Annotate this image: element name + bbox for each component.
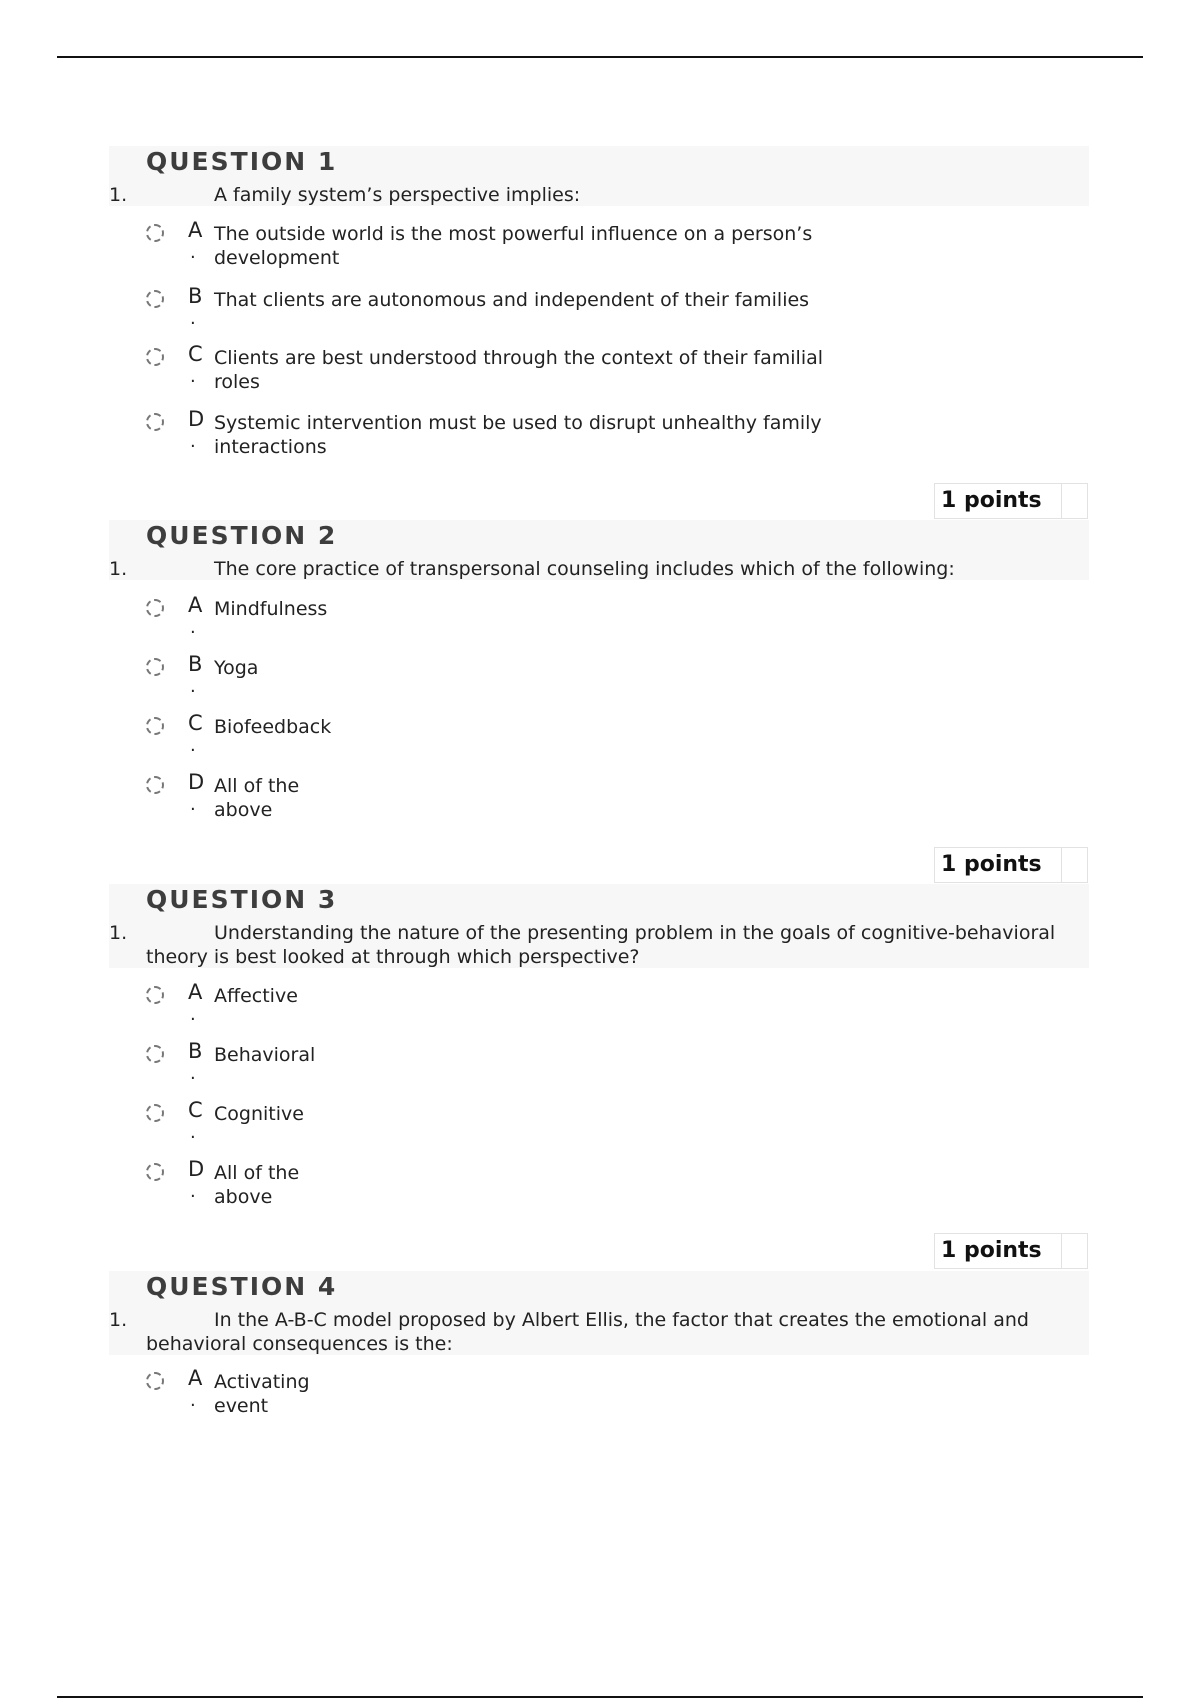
top-rule (57, 56, 1143, 58)
answer-letter: C (188, 711, 203, 735)
question-title: QUESTION 3 (146, 885, 338, 914)
answer-text: Mindfulness (214, 598, 328, 620)
question-title: QUESTION 1 (146, 147, 338, 176)
question-3-header (109, 884, 1089, 968)
question-title: QUESTION 4 (146, 1272, 338, 1301)
question-4-header (109, 1271, 1089, 1355)
answer-dot: . (190, 1063, 196, 1084)
points-box (934, 1233, 1088, 1269)
answer-dot: . (190, 617, 196, 638)
radio-button[interactable] (146, 348, 164, 366)
answer-text: Biofeedback (214, 716, 332, 738)
answer-dot: . (190, 1004, 196, 1025)
answer-letter: B (188, 284, 203, 308)
points-box (934, 847, 1088, 883)
answer-letter: A (188, 218, 203, 242)
answer-letter: C (188, 342, 203, 366)
question-text: In the A-B-C model proposed by Albert Ellis, the factor that creates the emotional and behavioral consequences is the: (146, 1309, 1029, 1355)
radio-button[interactable] (146, 290, 164, 308)
answer-text: Cognitive (214, 1103, 304, 1125)
question-text: Understanding the nature of the presenting problem in the goals of cognitive-behavioral theory is best looked at through which perspective? (146, 922, 1056, 968)
answer-letter: B (188, 652, 203, 676)
answer-text: Behavioral (214, 1044, 316, 1066)
answer-text: All of the above (214, 1162, 300, 1208)
answer-letter: B (188, 1039, 203, 1063)
answer-text: Affective (214, 985, 298, 1007)
answer-dot: . (190, 1122, 196, 1143)
answer-dot: . (190, 1390, 196, 1411)
answer-text: The outside world is the most powerful influence on a person’s development (214, 223, 813, 269)
points-box (934, 483, 1088, 519)
radio-button[interactable] (146, 776, 164, 794)
bottom-rule (57, 1696, 1143, 1698)
answer-dot: . (190, 1181, 196, 1202)
question-number: 1. (109, 558, 128, 580)
answer-text: Activating event (214, 1371, 310, 1417)
answer-text: Systemic intervention must be used to disrupt unhealthy family interactions (214, 412, 822, 458)
answer-letter: C (188, 1098, 203, 1122)
radio-button[interactable] (146, 224, 164, 242)
answer-text: Yoga (214, 657, 259, 679)
question-number: 1. (109, 922, 128, 944)
radio-button[interactable] (146, 717, 164, 735)
answer-dot: . (190, 242, 196, 263)
answer-letter: A (188, 980, 203, 1004)
answer-text: All of the above (214, 775, 300, 821)
radio-button[interactable] (146, 658, 164, 676)
points-label: 1 points (935, 848, 1062, 882)
radio-button[interactable] (146, 1045, 164, 1063)
points-label: 1 points (935, 484, 1062, 518)
answer-dot: . (190, 794, 196, 815)
answer-dot: . (190, 676, 196, 697)
question-2-header (109, 520, 1089, 580)
question-text: The core practice of transpersonal counseling includes which of the following: (214, 558, 955, 580)
points-label: 1 points (935, 1234, 1062, 1268)
answer-dot: . (190, 308, 196, 329)
radio-button[interactable] (146, 413, 164, 431)
answer-text: That clients are autonomous and independent of their families (214, 289, 810, 311)
question-1-header (109, 146, 1089, 206)
radio-button[interactable] (146, 986, 164, 1004)
answer-letter: D (188, 407, 205, 431)
answer-text: Clients are best understood through the context of their familial roles (214, 347, 824, 393)
question-number: 1. (109, 184, 128, 206)
answer-letter: D (188, 1157, 205, 1181)
radio-button[interactable] (146, 1104, 164, 1122)
answer-dot: . (190, 431, 196, 452)
question-text: A family system’s perspective implies: (214, 184, 581, 206)
answer-dot: . (190, 735, 196, 756)
radio-button[interactable] (146, 599, 164, 617)
answer-dot: . (190, 366, 196, 387)
answer-letter: A (188, 593, 203, 617)
radio-button[interactable] (146, 1163, 164, 1181)
answer-letter: A (188, 1366, 203, 1390)
question-title: QUESTION 2 (146, 521, 338, 550)
radio-button[interactable] (146, 1372, 164, 1390)
question-number: 1. (109, 1309, 128, 1331)
answer-letter: D (188, 770, 205, 794)
